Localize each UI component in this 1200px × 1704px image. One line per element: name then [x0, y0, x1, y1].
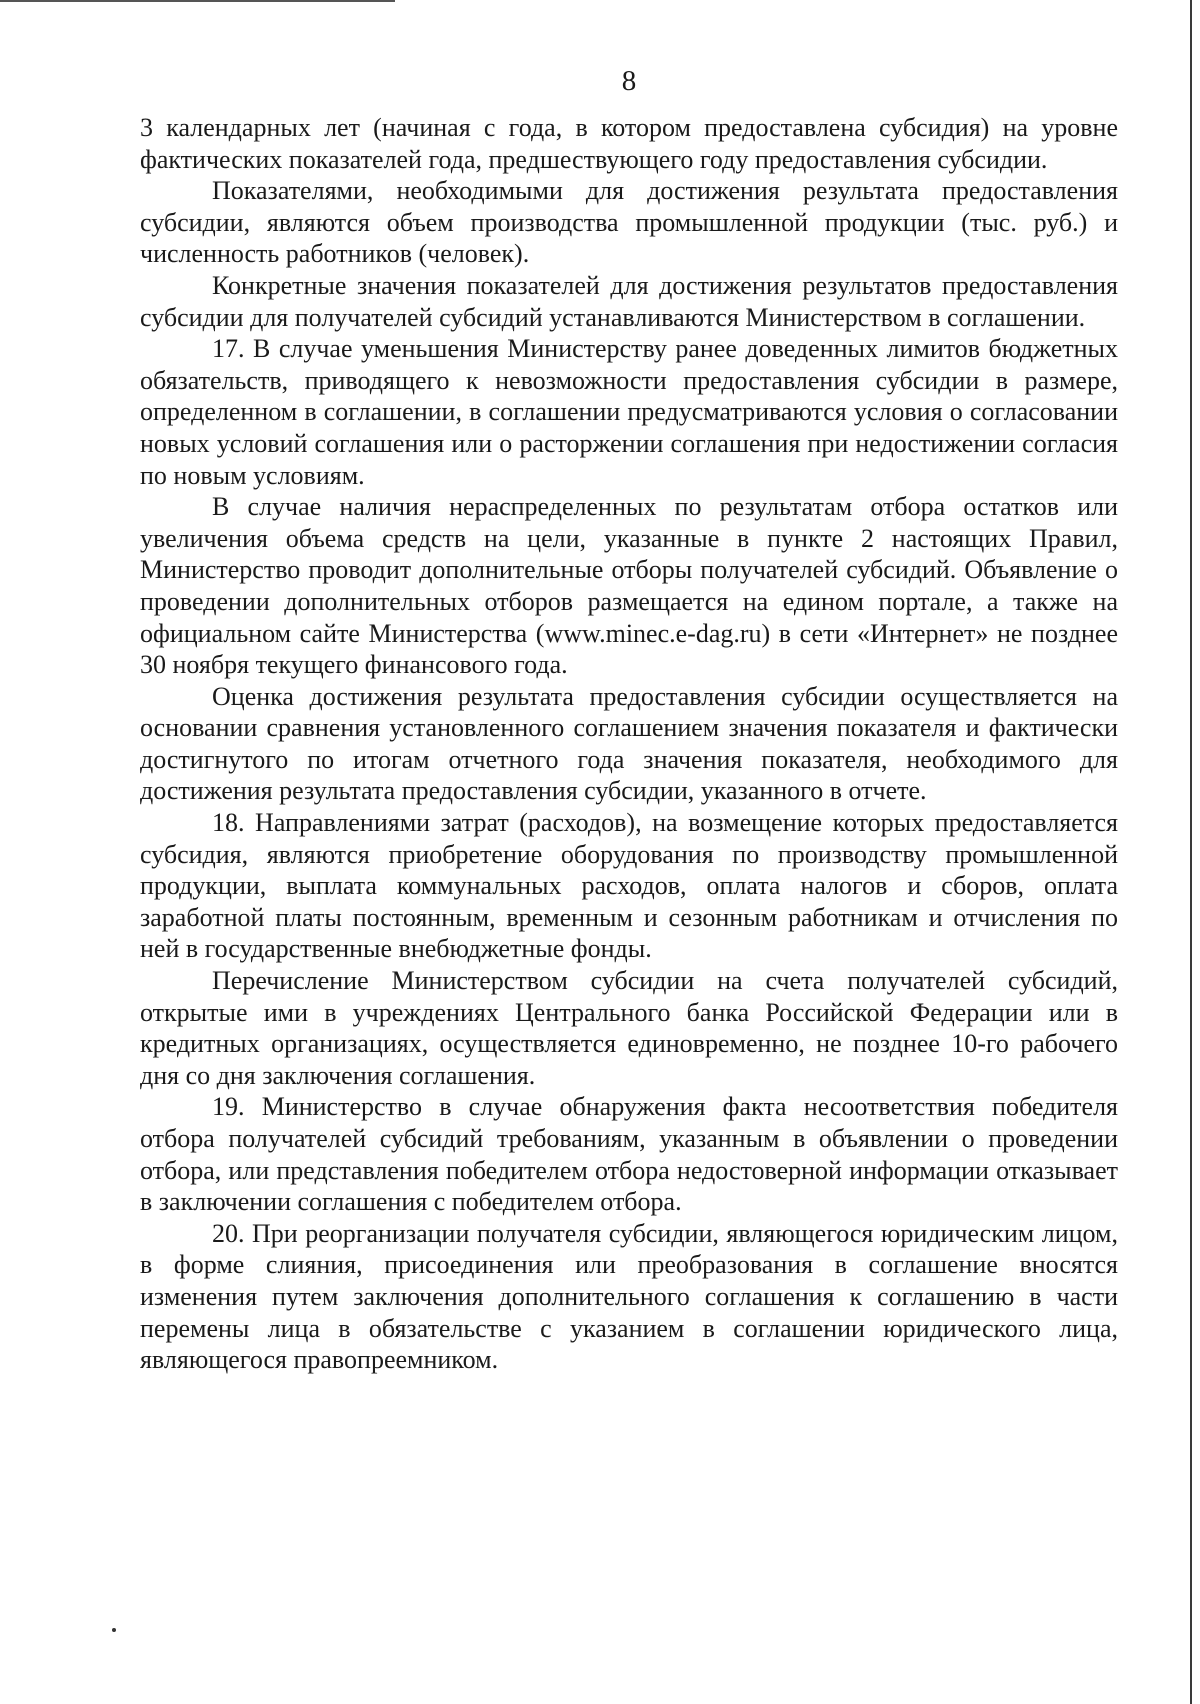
paragraph-clause-20: 20. При реорганизации получателя субсидии, являющегося юридическим лицом, в форме слияния, присоединения или преобразования в соглашение вносятся изменения путем заключения дополнительного соглашения к соглашению в части перемены лица в обязательстве с указанием в соглашении юридического лица, являющегося правопреемником.: [140, 1218, 1118, 1375]
scan-edge-right: [1190, 0, 1192, 1704]
paragraph-evaluation: Оценка достижения результата предоставления субсидии осуществляется на основании сравнения установленного соглашением значения показателя и фактически достигнутого по итогам отчетного года значения показателя, необходимого для достижения результата предоставления субсидии, указанного в отчете.: [140, 681, 1118, 806]
paragraph-clause-19: 19. Министерство в случае обнаружения факта несоответствия победителя отбора получателей субсидий требованиям, указанным в объявлении о проведении отбора, или представления победителем отбора недостоверной информации отказывает в заключении соглашения с победителем отбора.: [140, 1092, 1118, 1217]
scan-speck: [112, 1628, 116, 1632]
paragraph-clause-17: 17. В случае уменьшения Министерству ранее доведенных лимитов бюджетных обязательств, приводящего к невозможности предоставления субсидии в размере, определенном в соглашении, в соглашении предусматриваются условия о согласовании новых условий соглашения или о расторжении соглашения при недостижении согласия по новым условиям.: [140, 334, 1118, 490]
paragraph-continuation: 3 календарных лет (начиная с года, в котором предоставлена субсидия) на уровне фактических показателей года, предшествующего году предоставления субсидии.: [140, 113, 1118, 174]
document-page: [140, 60, 1118, 1376]
paragraph-clause-18: 18. Направлениями затрат (расходов), на возмещение которых предоставляется субсидия, являются приобретение оборудования по производству промышленной продукции, выплата коммунальных расходов, оплата налогов и сборов, оплата заработной платы постоянным, временным и сезонным работникам и отчисления по ней в государственные внебюджетные фонды.: [140, 808, 1118, 964]
paragraph-specific-values: Конкретные значения показателей для достижения результатов предоставления субсидии для получателей субсидий устанавливаются Министерством в соглашении.: [140, 270, 1118, 332]
paragraph-indicators: Показателями, необходимыми для достижения результата предоставления субсидии, являются объем производства промышленной продукции (тыс. руб.) и численность работников (человек).: [140, 176, 1118, 269]
page-number: 8: [621, 65, 637, 97]
paragraph-transfer: Перечисление Министерством субсидии на счета получателей субсидий, открытые ими в учреждениях Центрального банка Российской Федерации или в кредитных организациях, осуществляется единовременно, не позднее 10-го рабочего дня со дня заключения соглашения.: [140, 966, 1118, 1090]
paragraph-additional-selections: В случае наличия нераспределенных по результатам отбора остатков или увеличения объема средств на цели, указанные в пункте 2 настоящих Правил, Министерство проводит дополнительные отборы получателей субсидий. Объявление о проведении дополнительных отборов размещается на едином портале, а также на официальном сайте Министерства (www.minec.e-dag.ru) в сети «Интернет» не позднее 30 ноября текущего финансового года.: [140, 492, 1118, 680]
scan-edge-top: [0, 0, 395, 2]
